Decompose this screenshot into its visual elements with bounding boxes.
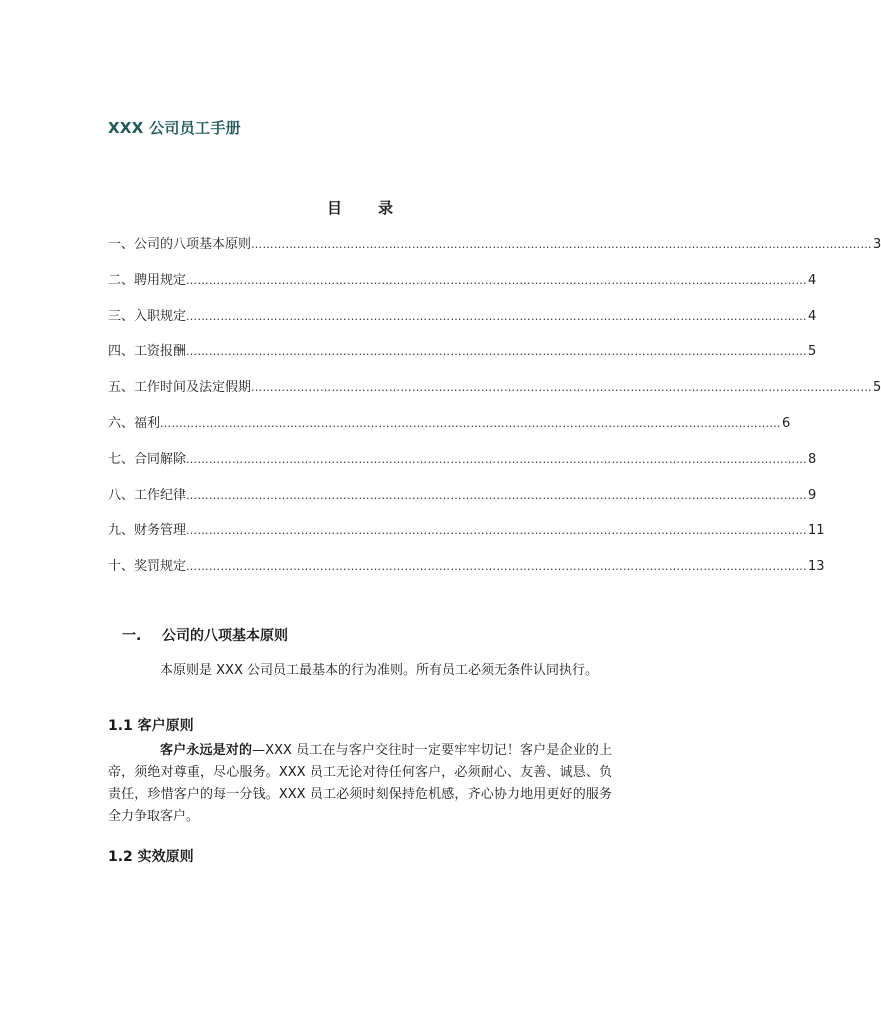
toc-entry-label: 八、工作纪律 [108, 487, 187, 503]
section-heading [108, 625, 612, 647]
toc-entry[interactable] [108, 448, 817, 484]
toc-entry-label: 六、福利 [108, 415, 161, 431]
toc-entry[interactable] [108, 340, 817, 376]
toc-entry-label: 四、工资报酬 [108, 344, 187, 360]
toc-entry-page: 5 [873, 380, 881, 396]
toc-entry[interactable] [108, 233, 881, 269]
toc-entry-page: 4 [808, 308, 817, 324]
toc-entry-label: 一、公司的八项基本原则 [108, 237, 252, 252]
toc-entry-page: 9 [808, 487, 817, 503]
toc-entry[interactable] [108, 305, 817, 341]
toc-entry-page: 11 [808, 523, 825, 539]
section-intro-paragraph: 本原则是 XXX 公司员工最基本的行为准则。所有员工必须无条件认同执行。 [160, 663, 598, 678]
toc-entry-page: 13 [808, 559, 825, 575]
toc-leader: ……………………………………………………………………………………………………………………………………………… [186, 488, 808, 502]
section-number: 一. [122, 628, 142, 644]
document-title: XXX 公司员工手册 [108, 119, 241, 137]
emphasis-text: 客户永远是对的 [160, 743, 253, 758]
toc-leader: ……………………………………………………………………………………………………………………………………………… [186, 524, 808, 538]
table-of-contents [108, 233, 881, 591]
toc-entry-label: 九、财务管理 [108, 523, 187, 539]
toc-leader: ……………………………………………………………………………………………………………………………………………… [160, 416, 782, 430]
toc-leader: ……………………………………………………………………………………………………………………………………………… [251, 381, 873, 395]
toc-heading-left: 目 [326, 199, 342, 217]
toc-heading-right: 录 [378, 199, 394, 217]
toc-entry-label: 二、聘用规定 [108, 272, 187, 288]
toc-entry[interactable] [108, 269, 817, 305]
toc-heading [0, 197, 720, 218]
toc-entry-page: 3 [873, 237, 881, 252]
subsection-title: 1.1 客户原则 [108, 718, 194, 734]
toc-entry[interactable] [108, 519, 825, 555]
toc-entry[interactable] [108, 555, 825, 591]
toc-entry-label: 七、合同解除 [108, 451, 187, 467]
toc-leader: ……………………………………………………………………………………………………………………………………………… [186, 345, 808, 359]
paragraph-body: —XXX 员工在与客户交往时一定要牢牢切记！客户是企业的上帝，须绝对尊重，尽心服务。XXX 员工无论对待任何客户，必须耐心、友善、诚恳、负责任，珍惜客户的每一分钱。XXX 员工必须时刻保持危机感，齐心协力地用更好的服务全力争取客户。 [108, 743, 612, 824]
toc-entry-page: 6 [782, 415, 791, 431]
subsection-paragraph [108, 740, 612, 828]
section-title: 公司的八项基本原则 [162, 628, 288, 644]
toc-entry-label: 三、入职规定 [108, 308, 187, 324]
toc-entry-page: 8 [808, 451, 817, 467]
toc-entry-label: 十、奖罚规定 [108, 559, 187, 575]
toc-leader: ……………………………………………………………………………………………………………………………………………… [251, 238, 873, 251]
toc-entry[interactable] [108, 376, 881, 412]
toc-leader: ……………………………………………………………………………………………………………………………………………… [186, 452, 808, 466]
subsection-title: 1.2 实效原则 [108, 849, 194, 865]
toc-entry[interactable] [108, 484, 817, 520]
toc-leader: ……………………………………………………………………………………………………………………………………………… [186, 560, 808, 574]
toc-leader: ……………………………………………………………………………………………………………………………………………… [186, 309, 808, 323]
toc-entry-page: 5 [808, 344, 817, 360]
toc-leader: ……………………………………………………………………………………………………………………………………………… [186, 273, 808, 287]
toc-entry-label: 五、工作时间及法定假期 [108, 380, 252, 396]
toc-entry-page: 4 [808, 272, 817, 288]
toc-entry[interactable] [108, 412, 791, 448]
